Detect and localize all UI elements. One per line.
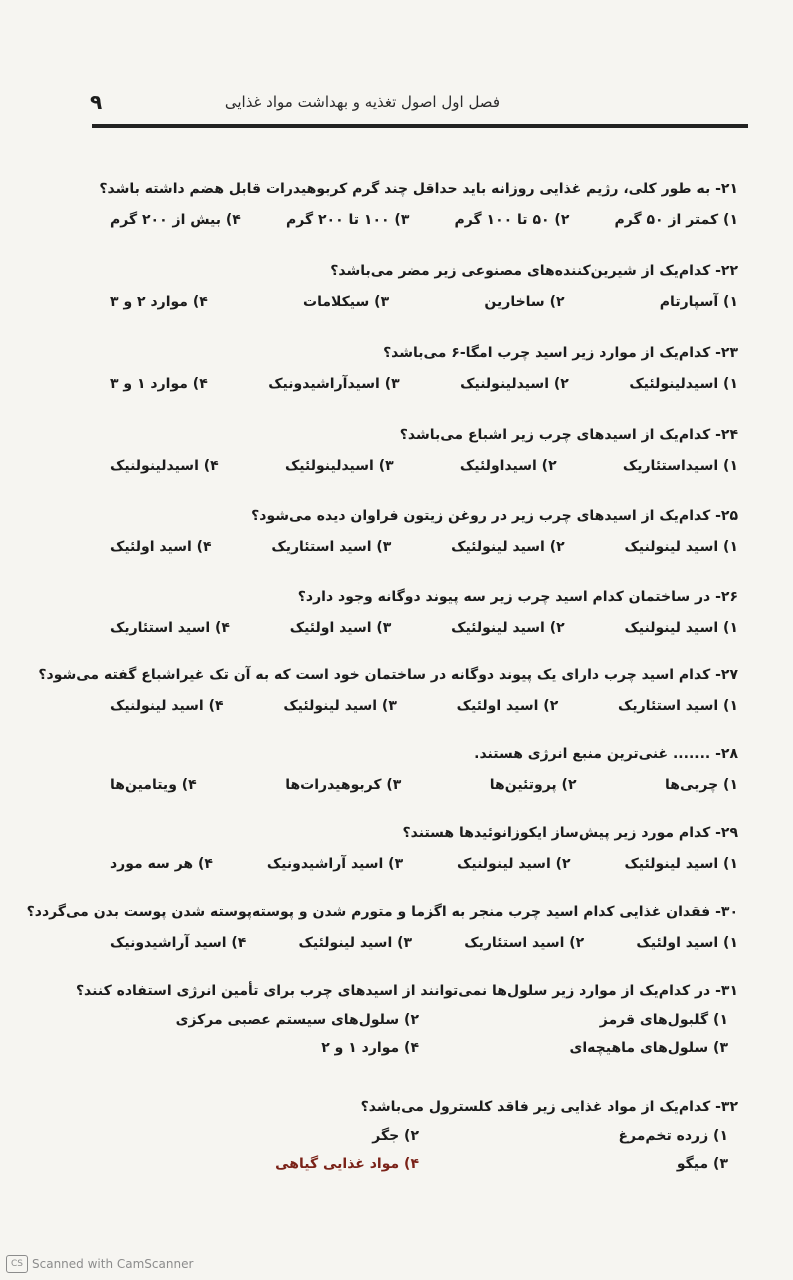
- option-3: ۳) اسید استئاریک: [271, 539, 392, 555]
- camscanner-logo-icon: CS: [6, 1255, 28, 1273]
- option-3: ۳) اسید لینولئیک: [283, 698, 397, 714]
- option-2: ۲) اسیدلینولنیک: [460, 376, 569, 392]
- option-1: ۱) گلبول‌های قرمز: [599, 1012, 728, 1028]
- option-4: ۴) موارد ۱ و ۲: [321, 1040, 419, 1056]
- option-3: ۳) اسید اولئیک: [289, 620, 392, 636]
- options: [110, 620, 738, 636]
- option-4: ۴) اسید استئاریک: [110, 620, 230, 636]
- question-21: [99, 180, 738, 228]
- question-27: [38, 666, 738, 714]
- question-29: [110, 824, 738, 872]
- options: [110, 458, 738, 474]
- options: [110, 212, 738, 228]
- option-4: ۴) اسید لینولنیک: [110, 698, 224, 714]
- option-1: ۱) چربی‌ها: [664, 777, 738, 793]
- question-30: [26, 903, 738, 951]
- question-text: ۳۱- در کدام‌یک از موارد زیر سلول‌ها نمی‌توانند از اسیدهای چرب برای تأمین انرژی استفاده کنند؟: [75, 983, 738, 999]
- option-2: ۲) اسید استئاریک: [464, 935, 585, 951]
- question-32: [110, 1098, 738, 1172]
- options: [110, 376, 738, 392]
- option-2: ۲) ساخارین: [484, 294, 565, 310]
- option-4: ۴) اسیدلینولنیک: [110, 458, 219, 474]
- option-2: ۲) اسیداولئیک: [459, 458, 557, 474]
- option-4: ۴) هر سه مورد: [110, 856, 213, 872]
- question-text: ۲۴- کدام‌یک از اسیدهای چرب زیر اشباع می‌باشد؟: [399, 427, 738, 443]
- question-text: ۲۱- به طور کلی، رژیم غذایی روزانه باید حداقل چند گرم کربوهیدرات قابل هضم داشته باشد؟: [99, 181, 738, 197]
- option-1: ۱) اسید لینولئیک: [624, 856, 738, 872]
- option-2: ۲) سلول‌های سیستم عصبی مرکزی: [175, 1012, 419, 1028]
- option-1: ۱) کمتر از ۵۰ گرم: [614, 212, 738, 228]
- options: [110, 935, 738, 951]
- question-text: ۲۹- کدام مورد زیر پیش‌ساز ایکوزانوئیدها هستند؟: [402, 825, 738, 841]
- option-2: ۲) اسید لینولئیک: [451, 539, 565, 555]
- option-2: ۲) اسید لینولئیک: [451, 620, 565, 636]
- question-26: [110, 588, 738, 636]
- option-1: ۱) آسپارتام: [659, 294, 738, 310]
- options: [110, 294, 738, 310]
- option-2: ۲) ۵۰ تا ۱۰۰ گرم: [454, 212, 570, 228]
- scanner-watermark: [6, 1255, 193, 1273]
- option-1: ۱) اسیداستئاریک: [622, 458, 738, 474]
- option-4: ۴) اسید اولئیک: [110, 539, 212, 555]
- option-3: ۳) میگو: [676, 1156, 728, 1172]
- option-3: ۳) اسید لینولئیک: [298, 935, 413, 951]
- options: [110, 856, 738, 872]
- options: [110, 539, 738, 555]
- question-text: ۳۰- فقدان غذایی کدام اسید چرب منجر به اگزما و متورم شدن و پوسته‌پوسته شدن پوست بدن می‌گردد؟: [26, 904, 738, 920]
- option-1: ۱) اسید اولئیک: [636, 935, 738, 951]
- option-3: ۳) سلول‌های ماهیچه‌ای: [569, 1040, 728, 1056]
- option-2: ۲) پروتئین‌ها: [489, 777, 577, 793]
- option-3: ۳) اسید آراشیدونیک: [266, 856, 404, 872]
- question-28: [110, 745, 738, 793]
- question-text: ۲۷- کدام اسید چرب دارای یک پیوند دوگانه در ساختمان خود است که به آن تک غیراشباع گفته می‌شود؟: [38, 667, 738, 683]
- option-4: ۴) موارد ۱ و ۳: [110, 376, 208, 392]
- option-1: ۱) اسید لینولنیک: [624, 620, 738, 636]
- question-23: [110, 344, 738, 392]
- chapter-title: فصل اول اصول تغذیه و بهداشت مواد غذایی: [224, 93, 500, 111]
- question-text: ۳۲- کدام‌یک از مواد غذایی زیر فاقد کلسترول می‌باشد؟: [360, 1099, 738, 1115]
- option-1: ۱) اسید لینولنیک: [624, 539, 738, 555]
- question-24: [110, 426, 738, 474]
- page-header: [90, 88, 750, 116]
- option-1: ۱) اسیدلینولئیک: [629, 376, 738, 392]
- header-rule: [92, 124, 748, 128]
- option-3: ۳) کربوهیدرات‌ها: [285, 777, 402, 793]
- question-25: [110, 507, 738, 555]
- option-4: ۴) مواد غذایی گیاهی: [275, 1156, 419, 1172]
- question-text: ۲۳- کدام‌یک از موارد زیر اسید چرب امگا-۶ می‌باشد؟: [383, 345, 738, 361]
- question-text: ۲۵- کدام‌یک از اسیدهای چرب زیر در روغن زیتون فراوان دیده می‌شود؟: [251, 508, 738, 524]
- question-text: ۲۶- در ساختمان کدام اسید چرب زیر سه پیوند دوگانه وجود دارد؟: [297, 589, 738, 605]
- question-22: [110, 262, 738, 310]
- option-1: ۱) زرده تخم‌مرغ: [618, 1128, 728, 1144]
- option-4: ۴) موارد ۲ و ۳: [110, 294, 208, 310]
- option-4: ۴) بیش از ۲۰۰ گرم: [110, 212, 241, 228]
- question-text: ۲۸- ....... غنی‌ترین منبع انرژی هستند.: [474, 746, 738, 762]
- option-2: ۲) اسید اولئیک: [456, 698, 559, 714]
- option-1: ۱) اسید استئاریک: [618, 698, 738, 714]
- options: [110, 1012, 738, 1056]
- page-number: ۹: [90, 90, 103, 114]
- option-2: ۲) اسید لینولنیک: [457, 856, 571, 872]
- option-2: ۲) جگر: [372, 1128, 419, 1144]
- options: [110, 777, 738, 793]
- options: [110, 1128, 738, 1172]
- options: [110, 698, 738, 714]
- option-4: ۴) اسید آراشیدونیک: [110, 935, 247, 951]
- option-4: ۴) ویتامین‌ها: [110, 777, 197, 793]
- watermark-text: Scanned with CamScanner: [32, 1257, 194, 1271]
- option-3: ۳) ۱۰۰ تا ۲۰۰ گرم: [286, 212, 410, 228]
- question-text: ۲۲- کدام‌یک از شیرین‌کننده‌های مصنوعی زیر مضر می‌باشد؟: [330, 263, 738, 279]
- option-3: ۳) سیکلامات: [303, 294, 390, 310]
- option-3: ۳) اسیدآراشیدونیک: [268, 376, 400, 392]
- option-3: ۳) اسیدلینولئیک: [284, 458, 394, 474]
- question-31: [75, 982, 738, 1056]
